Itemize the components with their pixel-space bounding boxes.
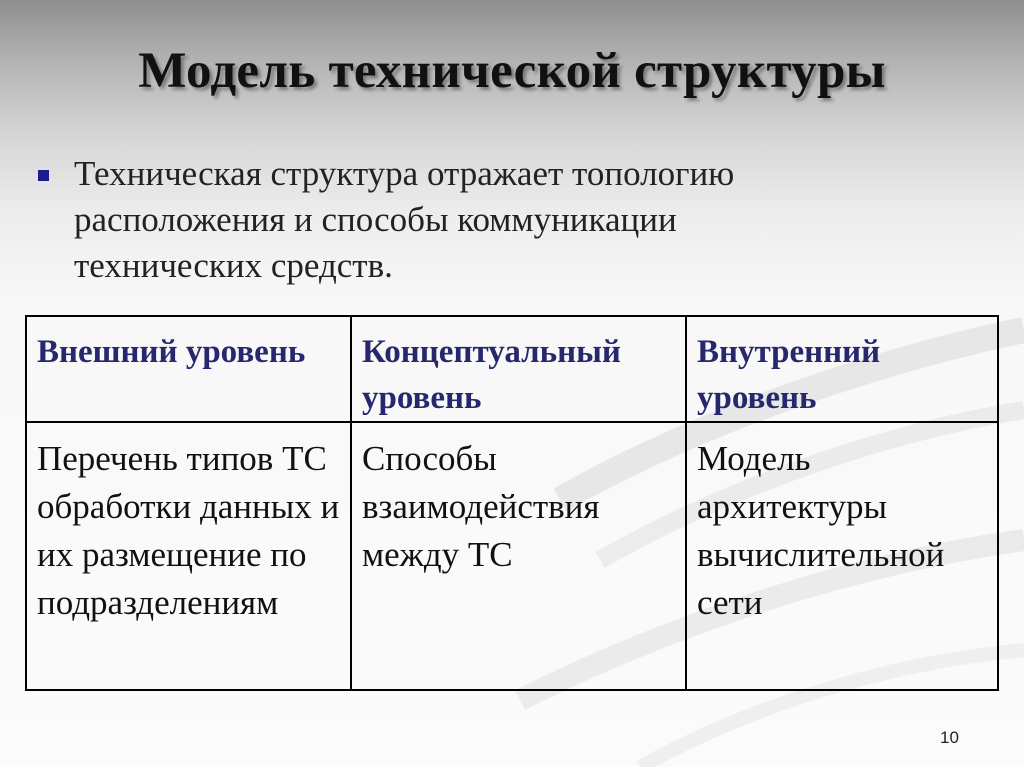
table-row bbox=[26, 422, 998, 690]
slide-title: Модель технической структуры bbox=[138, 43, 886, 99]
cell-internal-level: Модель архитектуры вычислительной сети bbox=[686, 422, 998, 690]
slide-number: 10 bbox=[940, 728, 959, 747]
cell-external-level: Перечень типов ТС обработки данных и их размещение по подразделениям bbox=[26, 422, 351, 690]
square-bullet-icon bbox=[38, 170, 49, 181]
cell-conceptual-level: Способы взаимодействия между ТС bbox=[351, 422, 686, 690]
table-header-row bbox=[26, 316, 998, 422]
header-conceptual-level: Концептуальный уровень bbox=[351, 316, 686, 422]
structure-levels-table bbox=[25, 315, 999, 691]
header-external-level: Внешний уровень bbox=[26, 316, 351, 422]
header-internal-level: Внутренний уровень bbox=[686, 316, 998, 422]
bullet-text: Техническая структура отражает топологию расположения и способы коммуникации технических средств. bbox=[74, 154, 735, 285]
